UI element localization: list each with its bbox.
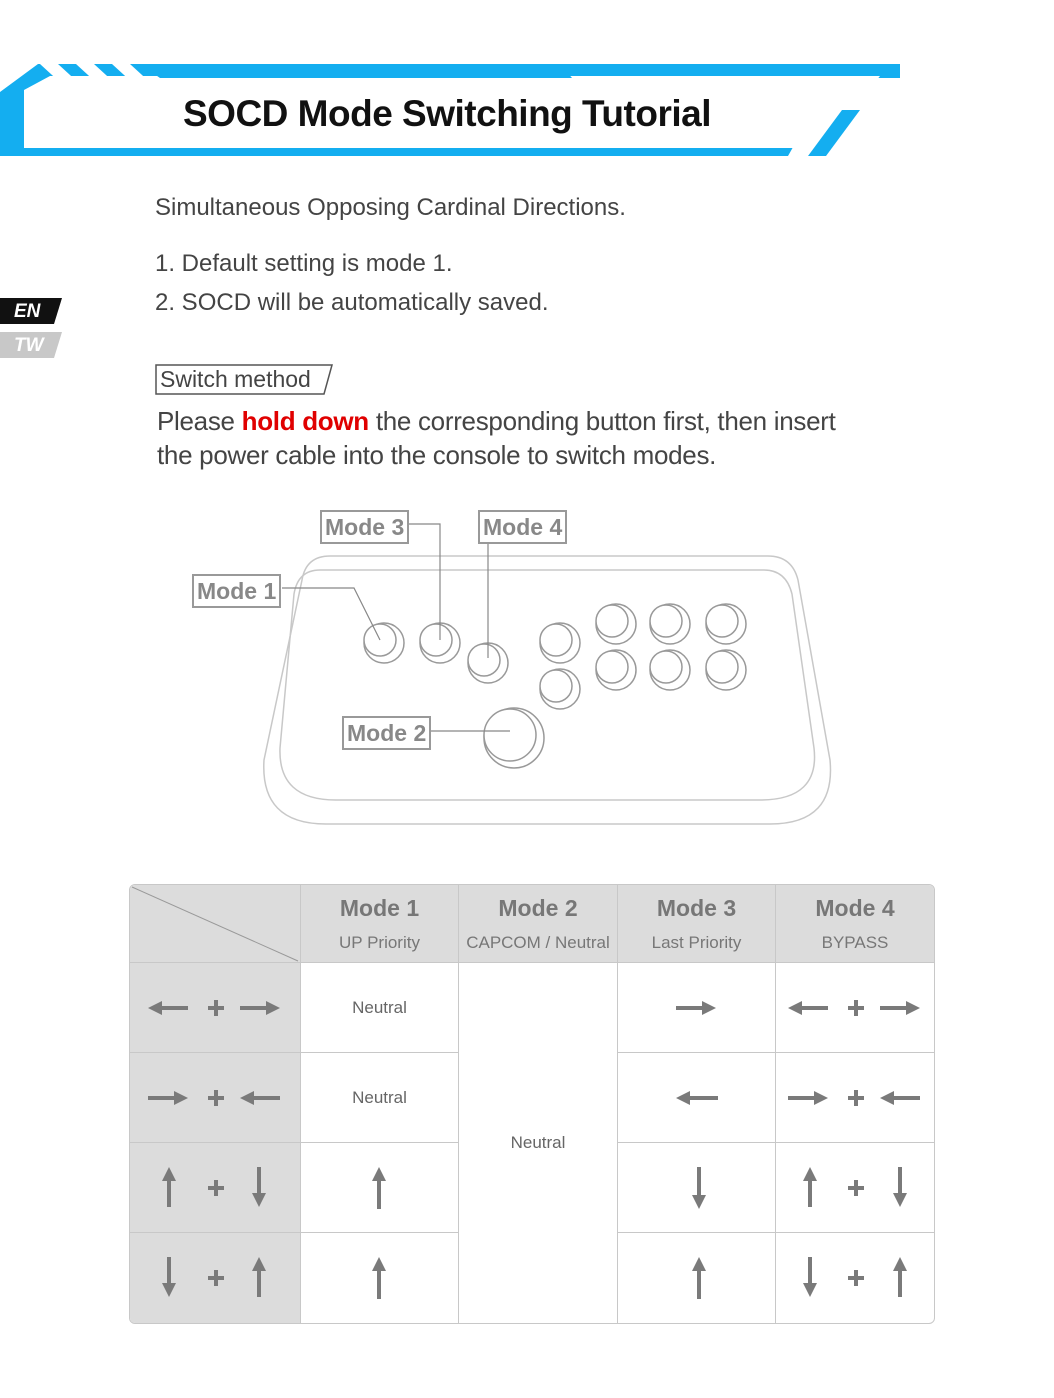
table-cell	[776, 1053, 934, 1143]
column-header-name: Mode 2	[498, 895, 578, 921]
table-cell	[301, 1233, 459, 1323]
lang-tab-tw[interactable]	[0, 332, 62, 358]
up-arrow-icon	[618, 1233, 776, 1323]
column-header-name: Mode 4	[815, 895, 895, 921]
table-cell	[776, 1233, 934, 1323]
arcade-stick-diagram	[180, 500, 860, 840]
left-plus-right-arrows-icon	[130, 963, 301, 1053]
note-auto-save: 2. SOCD will be automatically saved.	[155, 289, 549, 316]
note-default-mode: 1. Default setting is mode 1.	[155, 250, 453, 277]
input-cell	[130, 1143, 301, 1233]
right-plus-left-arrows-icon	[130, 1053, 301, 1143]
mode-3-label: Mode 3	[320, 510, 409, 544]
lang-tab-en-label: EN	[14, 301, 41, 322]
down-arrow-icon	[618, 1143, 776, 1233]
left-plus-right-arrows-icon	[776, 963, 934, 1053]
column-header-mode-2	[459, 885, 618, 963]
column-header-name: Mode 1	[339, 895, 420, 921]
instruction-line-2: the power cable into the console to switch modes.	[157, 440, 717, 470]
right-plus-left-arrows-icon	[776, 1053, 934, 1143]
column-header-name: Mode 3	[656, 895, 737, 921]
arcade-stick-outline	[180, 500, 860, 840]
table-cell	[618, 1233, 776, 1323]
input-cell	[130, 1233, 301, 1323]
instruction-line-1	[157, 406, 836, 437]
cell-value: Neutral	[352, 1087, 407, 1107]
up-arrow-icon	[301, 1233, 459, 1323]
table-cell	[618, 1143, 776, 1233]
column-header-sub: CAPCOM / Neutral	[466, 933, 610, 952]
table-cell	[618, 963, 776, 1053]
right-arrow-icon	[618, 963, 776, 1053]
cell-value: Neutral	[510, 1133, 566, 1152]
switch-method-label	[155, 364, 325, 394]
up-plus-down-arrows-icon	[130, 1143, 301, 1233]
instruction-text: Please	[157, 406, 242, 436]
mode-2-merged-cell	[459, 963, 618, 1323]
table-cell	[776, 1143, 934, 1233]
column-header-mode-1	[301, 885, 459, 963]
lang-tab-tw-label: TW	[14, 335, 44, 356]
banner-bottom-bar	[0, 148, 752, 156]
mode-1-label: Mode 1	[192, 574, 281, 608]
page-title: SOCD Mode Switching Tutorial	[183, 93, 711, 134]
column-header-mode-3	[618, 885, 776, 963]
down-plus-up-arrows-icon	[130, 1233, 301, 1323]
input-cell	[130, 963, 301, 1053]
up-plus-down-arrows-icon	[776, 1143, 934, 1233]
banner-top-bar	[140, 64, 572, 78]
socd-definition: Simultaneous Opposing Cardinal Directions.	[155, 194, 626, 221]
up-arrow-icon	[301, 1143, 459, 1233]
switch-method-text: Switch method	[160, 366, 311, 392]
table-cell	[301, 963, 459, 1053]
table-cell	[301, 1053, 459, 1143]
column-header-sub: Last Priority	[651, 933, 742, 952]
lang-tab-en[interactable]	[0, 298, 62, 324]
column-header-mode-4	[776, 885, 934, 963]
table-corner-cell	[130, 885, 301, 963]
table-cell	[301, 1143, 459, 1233]
table-cell	[776, 963, 934, 1053]
down-plus-up-arrows-icon	[776, 1233, 934, 1323]
column-header-sub: BYPASS	[821, 933, 889, 952]
socd-mode-table	[129, 884, 935, 1324]
hold-down-highlight: hold down	[241, 406, 369, 436]
table-cell	[618, 1053, 776, 1143]
mode-2-label: Mode 2	[342, 716, 431, 750]
column-header-sub: UP Priority	[339, 933, 420, 952]
mode-4-label: Mode 4	[478, 510, 567, 544]
instruction-text-cont: the corresponding button first, then insert	[368, 406, 836, 436]
input-cell	[130, 1053, 301, 1143]
left-arrow-icon	[618, 1053, 776, 1143]
cell-value: Neutral	[352, 997, 407, 1017]
